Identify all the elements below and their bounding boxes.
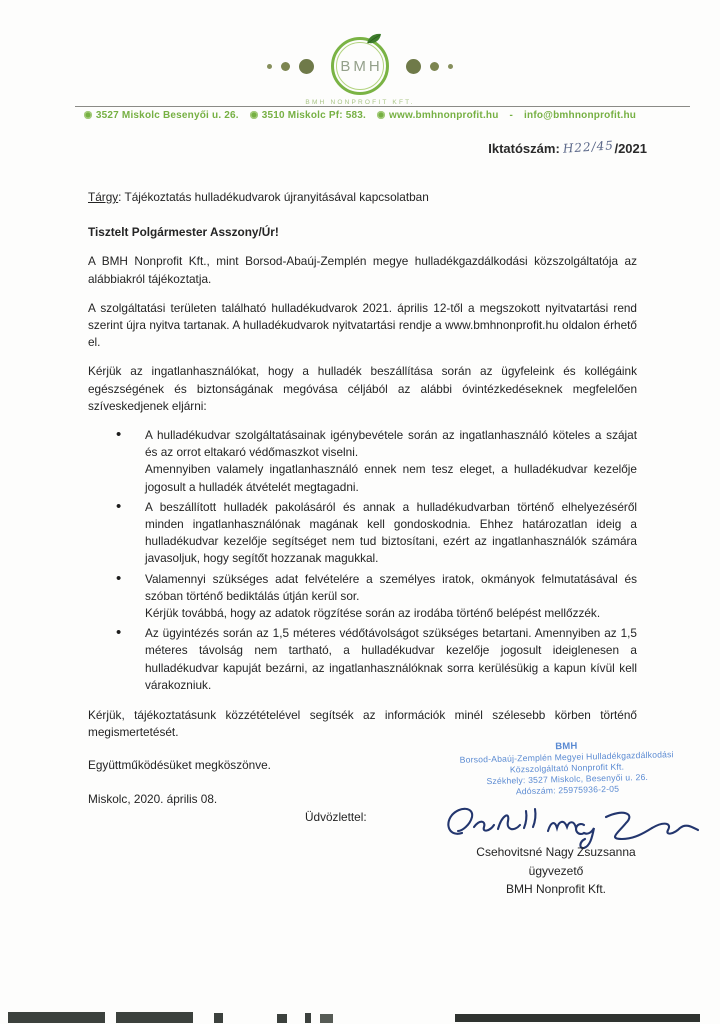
- subject-line: Tárgy: Tájékoztatás hulladékudvarok újranyitásával kapcsolatban: [88, 190, 429, 204]
- page-edge-artifact: [320, 1014, 333, 1023]
- logo-dot-icon: [267, 64, 272, 69]
- logo-row: [0, 36, 720, 96]
- signatory-block: [446, 843, 666, 899]
- list-item: • A beszállított hulladék pakolásáról és annak a hulladékudvarban történő elhelyezéséről minden ingatlanhasználónak magának kell gondoskodnia. Ehhez határozatlan ideig a hulladékudvar kezelője segítséget nem tud biztosítani, ezért az ingatlanhasználók számára javasoljuk, hogy segítőt hozzanak magukkal.: [145, 499, 637, 568]
- subject-label: Tárgy: [88, 190, 119, 204]
- stamp-line: BMH: [555, 740, 578, 753]
- list-item: • A hulladékudvar szolgáltatásainak igénybevétele során az ingatlanhasználó köteles a szájat és az orrot eltakaró védőmaszkot viselni. Amennyiben valamely ingatlanhasználó ennek nem tesz eleget, a hulladékudvar kezelője jogosult a hulladék átvételét megtagadni.: [145, 427, 637, 496]
- paragraph: A BMH Nonprofit Kft., mint Borsod-Abaúj-Zemplén megye hulladékgazdálkodási közszolgáltatója az alábbiakról tájékoztatja.: [88, 254, 637, 286]
- company-stamp: [427, 737, 706, 799]
- closing-paragraph: Kérjük, tájékoztatásunk közzétételével segítsék az információk minél szélesebb körben történő megismertetését.: [88, 708, 637, 740]
- logo-text: BMH: [340, 57, 383, 75]
- signatory-title: ügyvezető: [528, 863, 584, 878]
- header-divider: [75, 106, 690, 107]
- thanks-line: Együttműködésüket megköszönve.: [88, 758, 271, 773]
- paragraph: A szolgáltatási területen található hulladékudvarok 2021. április 12-től a megszokott nyitvatartási rend szerint újra nyitva tartanak. A hulladékudvarok nyitvatartási rendje a www.bmhnonprofit.hu oldalon érhető el.: [88, 300, 637, 350]
- page-edge-artifact: [214, 1013, 223, 1023]
- letter-body: [88, 189, 637, 808]
- logo-dot-icon: [281, 62, 290, 71]
- address-postbox: 3510 Miskolc Pf: 583.: [250, 110, 366, 121]
- logo-dot-icon: [299, 59, 314, 74]
- list-item: • Valamennyi szükséges adat felvételére a személyes iratok, okmányok felmutatásával és szóban történő bediktálás útján kerül sor. Kérjük továbbá, hogy az adatok rögzítése során az irodába történő belépést mellőzzék.: [145, 571, 637, 623]
- stamp-line: Székhely: 3527 Miskolc, Besenyői u. 26.: [486, 771, 649, 787]
- valediction: Üdvözlettel:: [305, 810, 367, 824]
- logo-dot-icon: [406, 59, 421, 74]
- signatory-company: BMH Nonprofit Kft.: [505, 882, 607, 896]
- dateline: Miskolc, 2020. április 08.: [88, 791, 218, 806]
- registration-number: [488, 138, 647, 156]
- signatory-name: Csehovitsné Nagy Zsuzsanna: [476, 845, 636, 859]
- registration-year: /2021: [614, 141, 647, 156]
- precaution-list: [88, 427, 637, 694]
- logo-dot-icon: [448, 64, 453, 69]
- paragraph: Kérjük az ingatlanhasználókat, hogy a hulladék beszállítása során az ügyfeleink és kollégáink egészségének és biztonságának megóvása céljából az alábbi óvintézkedéseknek megfelelően szíveskedjenek eljárni:: [88, 364, 637, 413]
- globe-icon: [377, 111, 385, 119]
- logo-dot-icon: [430, 62, 439, 71]
- page-edge-artifact: [116, 1012, 193, 1023]
- page-edge-artifact: [455, 1014, 700, 1022]
- page-edge-artifact: [277, 1014, 287, 1023]
- stamp-line: Adószám: 25975936-2-05: [515, 783, 620, 797]
- stamp-line: Borsod-Abaúj-Zemplén Megyei Hulladékgazdálkodási: [459, 749, 674, 765]
- address-primary: 3527 Miskolc Besenyői u. 26.: [84, 110, 239, 121]
- page-edge-artifact: [305, 1013, 311, 1023]
- email-text: info@bmhnonprofit.hu: [524, 110, 637, 121]
- mailbox-icon: [250, 111, 258, 119]
- salutation: Tisztelt Polgármester Asszony/Úr!: [88, 225, 279, 240]
- location-icon: [84, 111, 92, 119]
- contact-line: [0, 110, 720, 121]
- logo-subtext: BMH NONPROFIT KFT.: [305, 99, 415, 106]
- company-logo: [0, 36, 720, 106]
- list-item: • Az ügyintézés során az 1,5 méteres védőtávolságot szükséges betartani. Amennyiben az 1,5 méteres távolság nem tartható, a hulladékudvar kezelője jogosult ideiglenesen a hulladékudvar kapuját bezárni, az ingatlanhasználóknak sorra kerülésükig a kapun kívül kell várakozniuk.: [145, 625, 637, 694]
- page-edge-artifact: [8, 1012, 105, 1023]
- stamp-line: Közszolgáltató Nonprofit Kft.: [509, 761, 625, 775]
- website-text: www.bmhnonprofit.hu: [377, 110, 499, 121]
- handwritten-number: H22/45: [562, 138, 615, 156]
- bmh-logo-circle: [331, 37, 389, 95]
- contact-separator: -: [509, 110, 514, 121]
- registration-label: Iktatószám:: [488, 141, 560, 156]
- subject-text: Tájékoztatás hulladékudvarok újranyitásával kapcsolatban: [121, 190, 429, 204]
- leaf-icon: [366, 33, 382, 45]
